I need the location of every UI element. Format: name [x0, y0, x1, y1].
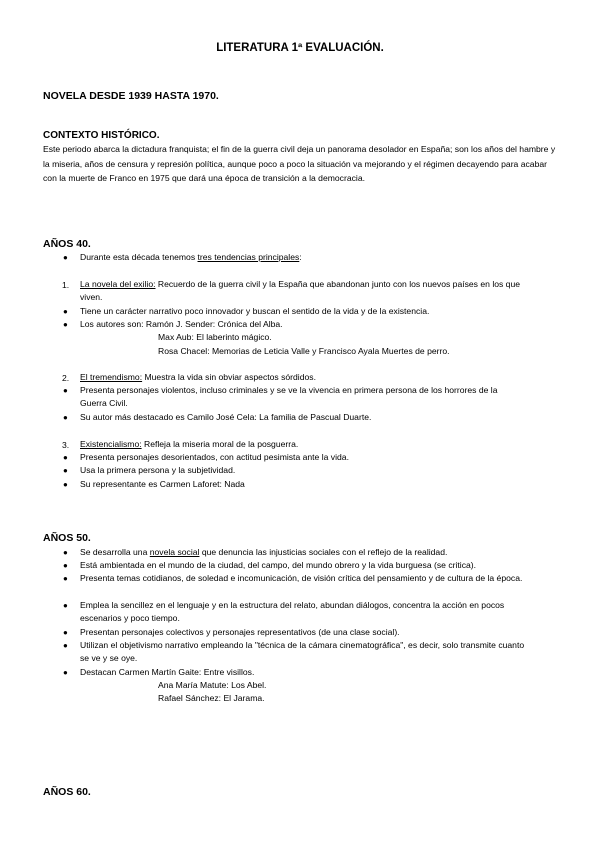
bullet-icon: ●	[63, 668, 68, 677]
bullet-icon: ●	[63, 641, 68, 650]
bullet-icon: ●	[63, 574, 68, 583]
bullet-icon: ●	[63, 466, 68, 475]
anos60-heading: AÑOS 60.	[43, 786, 91, 798]
existencialismo-item: Existencialismo: Refleja la miseria moral de la posguerra.	[80, 439, 299, 449]
anos50-author-3: Rafael Sánchez: El Jarama.	[158, 693, 265, 703]
existencialismo-bullet-1: Presenta personajes desorientados, con actitud pesimista ante la vida.	[80, 452, 349, 462]
anos40-heading: AÑOS 40.	[43, 238, 91, 250]
existencialismo-bullet-2: Usa la primera persona y la subjetividad.	[80, 465, 236, 475]
bullet-icon: ●	[63, 601, 68, 610]
exilio-author-3: Rosa Chacel: Memorias de Leticia Valle y Francisco Ayala Muertes de perro.	[158, 346, 450, 356]
bullet-icon: ●	[63, 480, 68, 489]
anos50-bullet-6: Utilizan el objetivismo narrativo empleando la "técnica de la cámara cinematográfica", es decir, solo transmite cuanto se ve y se oye.	[80, 640, 525, 664]
anos50-bullet-4: Emplea la sencillez en el lenguaje y en la estructura del relato, abundan diálogos, concentra la acción en pocos escenarios y poco tiempo.	[80, 600, 505, 624]
bullet-icon: ●	[63, 413, 68, 422]
bullet-icon: ●	[63, 253, 68, 262]
anos50-heading: AÑOS 50.	[43, 532, 91, 544]
document-title: LITERATURA 1ª EVALUACIÓN.	[216, 42, 384, 54]
list-number: 2.	[62, 373, 70, 383]
section-heading-novela: NOVELA DESDE 1939 HASTA 1970.	[43, 90, 219, 102]
bullet-icon: ●	[63, 453, 68, 462]
anos50-bullet-5: Presentan personajes colectivos y personajes representativos (de una clase social).	[80, 627, 400, 637]
contexto-heading: CONTEXTO HISTÓRICO.	[43, 130, 160, 141]
bullet-icon: ●	[63, 561, 68, 570]
tres-tendencias-link: tres tendencias principales	[197, 252, 300, 262]
novela-social-link: novela social	[149, 547, 200, 557]
exilio-bullet-1: Tiene un carácter narrativo poco innovador y buscan el sentido de la vida y de la existencia.	[80, 306, 430, 316]
list-number: 3.	[62, 440, 70, 450]
anos50-bullet-1: Se desarrolla una novela social que denuncia las injusticias sociales con el reflejo de la realidad.	[80, 547, 448, 557]
bullet-icon: ●	[63, 628, 68, 637]
tremendismo-item: El tremendismo: Muestra la vida sin obviar aspectos sórdidos.	[80, 372, 316, 382]
contexto-paragraph: Este periodo abarca la dictadura franquista; el fin de la guerra civil deja un panorama desolador en España; son los años del hambre y la miseria, años de censura y represión política, aunque poco a poco la situación va mejorando y el régimen decayendo para acabar con la muerte de Franco en 1975 que dará una época de transición a la democracia.	[43, 144, 556, 183]
anos40-intro: Durante esta década tenemos tres tendencias principales:	[80, 252, 302, 262]
bullet-icon: ●	[63, 386, 68, 395]
exilio-item: La novela del exilio: Recuerdo de la guerra civil y la España que abandonan junto con los nuevos países en los que viven.	[80, 279, 521, 303]
bullet-icon: ●	[63, 307, 68, 316]
anos50-bullet-7: Destacan Carmen Martín Gaite: Entre visillos.	[80, 667, 255, 677]
exilio-bullet-2: Los autores son: Ramón J. Sender: Crónica del Alba.	[80, 319, 283, 329]
bullet-icon: ●	[63, 548, 68, 557]
tremendismo-bullet-1: Presenta personajes violentos, incluso criminales y se ve la vivencia en primera persona de los horrores de la Guerra Civil.	[80, 385, 498, 409]
anos50-bullet-3: Presenta temas cotidianos, de soledad e incomunicación, de visión crítica del pensamiento y de cultura de la época.	[80, 573, 523, 583]
list-number: 1.	[62, 280, 70, 290]
bullet-icon: ●	[63, 320, 68, 329]
anos50-author-2: Ana María Matute: Los Abel.	[158, 680, 267, 690]
tremendismo-bullet-2: Su autor más destacado es Camilo José Cela: La familia de Pascual Duarte.	[80, 412, 372, 422]
existencialismo-bullet-3: Su representante es Carmen Laforet: Nada	[80, 479, 245, 489]
anos50-bullet-2: Está ambientada en el mundo de la ciudad, del campo, del mundo obrero y la vida burguesa (se critica).	[80, 560, 477, 570]
exilio-author-2: Max Aub: El laberinto mágico.	[158, 332, 272, 342]
